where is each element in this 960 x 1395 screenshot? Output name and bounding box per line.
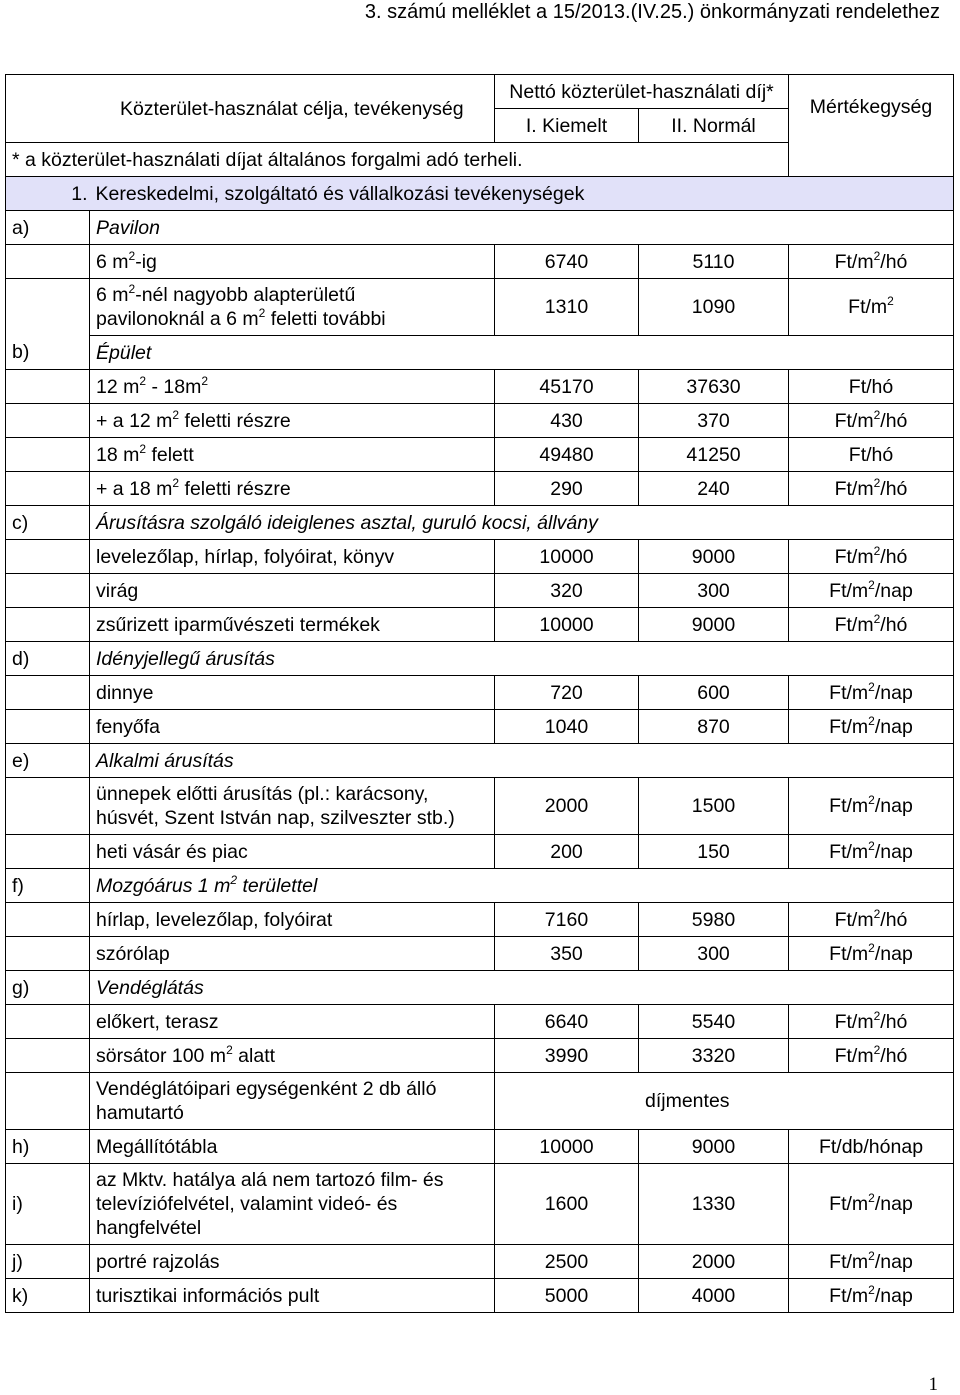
unit: $Ft/m^2$/nap <box>789 676 954 710</box>
table-row-k <box>6 1279 954 1313</box>
col-normal-header: II. Normál <box>639 109 789 143</box>
row-label: heti vásár és piac <box>90 835 495 869</box>
value-normal: 37630 <box>639 370 789 404</box>
fee-exempt-value: díjmentes <box>495 1073 954 1130</box>
category-letter: a) <box>6 211 90 245</box>
table-row <box>6 903 954 937</box>
category-letter: i) <box>6 1164 90 1245</box>
unit: $Ft/m^2/hó$ <box>789 472 954 506</box>
value-kiemelt: 10000 <box>495 608 639 642</box>
row-label: előkert, terasz <box>90 1005 495 1039</box>
table-row <box>6 835 954 869</box>
section-title: Kereskedelmi, szolgáltató és vállalkozási tevékenységek <box>90 177 954 211</box>
unit: $Ft/m^2$/nap <box>789 574 954 608</box>
category-row-b <box>6 336 954 370</box>
row-label: levelezőlap, hírlap, folyóirat, könyv <box>90 540 495 574</box>
value-normal: 4000 <box>639 1279 789 1313</box>
row-label: Vendéglátóipari egységenként 2 db álló hamutartó <box>90 1073 495 1130</box>
table-row <box>6 1039 954 1073</box>
row-label: Megállítótábla <box>90 1130 495 1164</box>
value-kiemelt: 5000 <box>495 1279 639 1313</box>
table-row-j <box>6 1245 954 1279</box>
value-kiemelt: 720 <box>495 676 639 710</box>
row-label: az Mktv. hatálya alá nem tartozó film- és televíziófelvétel, valamint videó- és hangfelvétel <box>90 1164 495 1245</box>
value-normal: 300 <box>639 574 789 608</box>
category-letter: j) <box>6 1245 90 1279</box>
value-kiemelt: 290 <box>495 472 639 506</box>
category-title: Árusításra szolgáló ideiglenes asztal, guruló kocsi, állvány <box>90 506 954 540</box>
value-normal: 600 <box>639 676 789 710</box>
unit: $Ft/m^2$/nap <box>789 1279 954 1313</box>
table-row <box>6 710 954 744</box>
value-kiemelt: 350 <box>495 937 639 971</box>
value-normal: 1500 <box>639 778 789 835</box>
value-kiemelt: 1310 <box>495 279 639 336</box>
value-kiemelt: 6640 <box>495 1005 639 1039</box>
value-normal: 5110 <box>639 245 789 279</box>
table-row <box>6 438 954 472</box>
row-label: fenyőfa <box>90 710 495 744</box>
category-letter: e) <box>6 744 90 778</box>
unit: $Ft/m^2$/nap <box>789 778 954 835</box>
category-title: Pavilon <box>90 211 954 245</box>
value-normal: 370 <box>639 404 789 438</box>
value-kiemelt: 45170 <box>495 370 639 404</box>
col-purpose-header: Közterület-használat célja, tevékenység <box>90 75 495 143</box>
category-title: Alkalmi árusítás <box>90 744 954 778</box>
value-kiemelt: 2500 <box>495 1245 639 1279</box>
unit: $Ft/m^2/hó$ <box>789 540 954 574</box>
fee-table <box>5 74 954 1313</box>
category-row-f <box>6 869 954 903</box>
category-letter: h) <box>6 1130 90 1164</box>
category-title: Idényjellegű árusítás <box>90 642 954 676</box>
value-kiemelt: 320 <box>495 574 639 608</box>
value-kiemelt: 200 <box>495 835 639 869</box>
unit: $Ft/m^2/hó$ <box>789 404 954 438</box>
value-normal: 9000 <box>639 1130 789 1164</box>
category-row-c <box>6 506 954 540</box>
category-letter: f) <box>6 869 90 903</box>
value-kiemelt: 7160 <box>495 903 639 937</box>
table-row <box>6 574 954 608</box>
value-normal: 240 <box>639 472 789 506</box>
table-row <box>6 676 954 710</box>
row-label: zsűrizett iparművészeti termékek <box>90 608 495 642</box>
value-kiemelt: 6740 <box>495 245 639 279</box>
row-label: turisztikai információs pult <box>90 1279 495 1313</box>
unit: Ft/db/hónap <box>789 1130 954 1164</box>
table-row <box>6 1073 954 1130</box>
unit: Ft/hó <box>789 370 954 404</box>
row-label: virág <box>90 574 495 608</box>
category-letter: k) <box>6 1279 90 1313</box>
unit: $Ft/m^2$ <box>789 279 954 336</box>
section-header-row <box>6 177 954 211</box>
table-row <box>6 370 954 404</box>
table-row <box>6 404 954 438</box>
table-row-i <box>6 1164 954 1245</box>
value-kiemelt: 10000 <box>495 540 639 574</box>
value-kiemelt: 1600 <box>495 1164 639 1245</box>
row-label: dinnye <box>90 676 495 710</box>
value-normal: 2000 <box>639 1245 789 1279</box>
table-row <box>6 245 954 279</box>
value-normal: 870 <box>639 710 789 744</box>
category-row-e <box>6 744 954 778</box>
table-row <box>6 1005 954 1039</box>
table-row <box>6 937 954 971</box>
value-normal: 1330 <box>639 1164 789 1245</box>
table-row <box>6 778 954 835</box>
col-fee-header: Nettó közterület-használati díj* <box>495 75 789 109</box>
unit: $Ft/m^2/hó$ <box>789 1005 954 1039</box>
value-normal: 9000 <box>639 540 789 574</box>
value-kiemelt: 2000 <box>495 778 639 835</box>
table-row <box>6 540 954 574</box>
category-title: Vendéglátás <box>90 971 954 1005</box>
section-number: 1. <box>6 177 90 211</box>
category-title: Épület <box>90 336 954 370</box>
category-letter: d) <box>6 642 90 676</box>
row-label: 18 $m^2$ felett <box>90 438 495 472</box>
document-header: 3. számú melléklet a 15/2013.(IV.25.) önkormányzati rendelethez <box>364 1 940 23</box>
row-label: 6 $m^2-ig$ <box>90 245 495 279</box>
footnote: * a közterület-használati díjat általános forgalmi adó terheli. <box>6 143 789 177</box>
col-unit-header: Mértékegység <box>789 75 954 177</box>
value-normal: 41250 <box>639 438 789 472</box>
table-header-row <box>6 75 954 109</box>
category-letter: g) <box>6 971 90 1005</box>
value-normal: 3320 <box>639 1039 789 1073</box>
value-normal: 5540 <box>639 1005 789 1039</box>
unit: Ft/hó <box>789 438 954 472</box>
value-kiemelt: 10000 <box>495 1130 639 1164</box>
value-normal: 300 <box>639 937 789 971</box>
unit: $Ft/m^2$/nap <box>789 835 954 869</box>
value-normal: 5980 <box>639 903 789 937</box>
value-kiemelt: 3990 <box>495 1039 639 1073</box>
unit: $Ft/m^2$/nap <box>789 710 954 744</box>
row-label: ünnepek előtti árusítás (pl.: karácsony, húsvét, Szent István nap, szilveszter stb.) <box>90 778 495 835</box>
value-kiemelt: 430 <box>495 404 639 438</box>
value-normal: 1090 <box>639 279 789 336</box>
table-row <box>6 472 954 506</box>
row-label: + a 18 $m^2$ feletti részre <box>90 472 495 506</box>
unit: $Ft/m^2$/nap <box>789 937 954 971</box>
category-letter: b) <box>6 336 90 370</box>
category-row-d <box>6 642 954 676</box>
value-kiemelt: 49480 <box>495 438 639 472</box>
category-row-g <box>6 971 954 1005</box>
col-kiemelt-header: I. Kiemelt <box>495 109 639 143</box>
table-row <box>6 279 954 336</box>
table-row-h <box>6 1130 954 1164</box>
category-letter: c) <box>6 506 90 540</box>
row-label: hírlap, levelezőlap, folyóirat <box>90 903 495 937</box>
value-normal: 150 <box>639 835 789 869</box>
page-number: 1 <box>928 1374 938 1395</box>
unit: $Ft/m^2/hó$ <box>789 608 954 642</box>
unit: $Ft/m^2/hó$ <box>789 903 954 937</box>
value-kiemelt: 1040 <box>495 710 639 744</box>
table-row <box>6 608 954 642</box>
category-title: Mozgóárus 1 $m^2$ területtel <box>90 869 954 903</box>
row-label: + a 12 $m^2$ feletti részre <box>90 404 495 438</box>
unit: $Ft/m^2/hó$ <box>789 245 954 279</box>
unit: $Ft/m^2/hó$ <box>789 1039 954 1073</box>
row-label: szórólap <box>90 937 495 971</box>
category-row-a <box>6 211 954 245</box>
unit: $Ft/m^2$/nap <box>789 1164 954 1245</box>
row-label: sörsátor 100 $m^2$ alatt <box>90 1039 495 1073</box>
row-label: 6 $m^2$-nél nagyobb alapterületű pavilonoknál a 6 $m^2$ feletti további <box>90 279 495 336</box>
unit: $Ft/m^2$/nap <box>789 1245 954 1279</box>
value-normal: 9000 <box>639 608 789 642</box>
row-label: 12 $m^2 - 18m^2$ <box>90 370 495 404</box>
row-label: portré rajzolás <box>90 1245 495 1279</box>
